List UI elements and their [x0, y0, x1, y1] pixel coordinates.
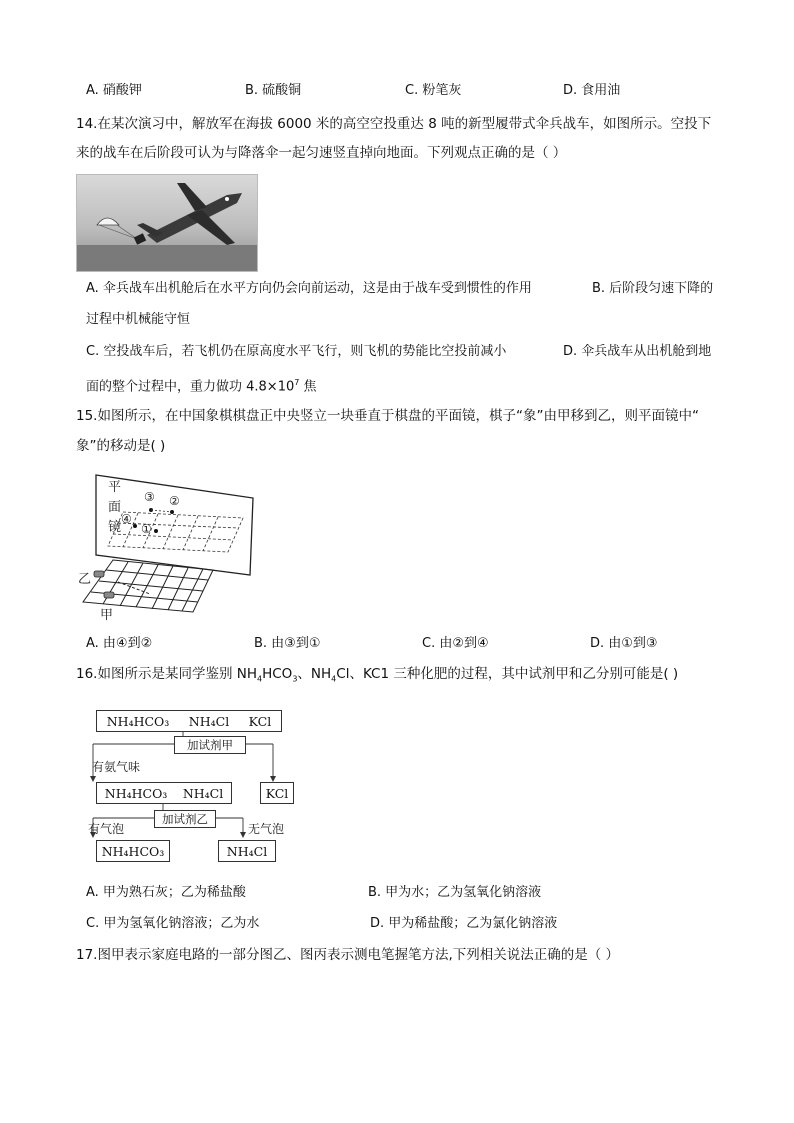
q15-stem-line2: 象”的移动是( ) — [76, 438, 166, 454]
q14-stem-line2: 来的战车在后阶段可认为与降落伞一起匀速竖直掉向地面。下列观点正确的是（ ） — [76, 145, 567, 161]
flow-bottom-right-box: NH₄Cl — [218, 840, 276, 862]
point-4: ④ — [121, 512, 132, 526]
q14-d-unit: 焦 — [299, 379, 317, 395]
q16-option-c: C. 甲为氢氧化钠溶液；乙为水 — [86, 916, 260, 931]
airdrop-photo — [76, 174, 258, 272]
q14-d-text: 面的整个过程中，重力做功 4.8×10 — [86, 379, 295, 395]
q15-option-c: C. 由②到④ — [422, 636, 489, 651]
q16-sub-c: 4 — [331, 674, 337, 684]
q14-stem-line1: 14.在某次演习中，解放军在海拔 6000 米的高空空投重达 8 吨的新型履带式伞兵战车，如图所示。空投下 — [76, 116, 712, 132]
q13-option-c: C. 粉笔灰 — [405, 83, 462, 98]
point-2: ② — [169, 494, 180, 508]
q15-option-a: A. 由④到② — [86, 636, 153, 651]
airplane-parachute-image — [77, 175, 257, 271]
flow-mid-item-1: NH₄HCO₃ — [104, 785, 168, 801]
q16-sub-a: 4 — [257, 674, 263, 684]
q15-stem-line1: 15.如图所示，在中国象棋棋盘正中央竖立一块垂直于棋盘的平面镜，棋子“象”由甲移到乙，则平面镜中“ — [76, 408, 699, 424]
q16-stem — [76, 665, 678, 689]
flow-right2-label: 无气泡 — [248, 822, 285, 836]
q14-option-a: A. 伞兵战车出机舱后在水平方向仍会向前运动，这是由于战车受到惯性的作用 — [86, 281, 532, 296]
piece-label-jia: 甲 — [100, 608, 114, 623]
flow-step2-box: 加试剂乙 — [154, 810, 216, 828]
flow-left2-label: 有气泡 — [88, 822, 125, 836]
q15-option-b: B. 由③到① — [254, 636, 321, 651]
identification-flowchart — [88, 706, 308, 866]
flow-mid-item-2: NH₄Cl — [182, 785, 224, 801]
q17-stem: 17.图甲表示家庭电路的一部分图乙、图丙表示测电笔握笔方法,下列相关说法正确的是（ ） — [76, 947, 620, 963]
q14-option-d-cont — [86, 374, 316, 396]
mirror-chessboard-figure — [78, 470, 258, 623]
q16-option-a: A. 甲为熟石灰；乙为稀盐酸 — [86, 885, 246, 900]
flow-step1-box: 加试剂甲 — [174, 736, 246, 754]
q14-option-c: C. 空投战车后，若飞机仍在原高度水平飞行，则飞机的势能比空投前减小 — [86, 344, 507, 359]
q16-option-b: B. 甲为水；乙为氢氧化钠溶液 — [368, 885, 542, 900]
flow-mid-box — [96, 782, 232, 804]
piece-label-yi: 乙 — [78, 572, 92, 587]
q14-option-b: B. 后阶段匀速下降的 — [592, 281, 714, 296]
q15-option-d: D. 由①到③ — [590, 636, 658, 651]
mirror-label-1: 平 — [108, 480, 122, 495]
flow-bottom-left-box: NH₄HCO₃ — [96, 840, 170, 862]
q16-stem-d: Cl、KC1 三种化肥的过程，其中试剂甲和乙分别可能是( ) — [336, 666, 679, 682]
q13-option-b: B. 硫酸铜 — [245, 83, 302, 98]
flow-left1-label: 有氨气味 — [92, 760, 141, 774]
q14-option-b-cont: 过程中机械能守恒 — [86, 312, 191, 327]
mirror-diagram — [78, 470, 258, 620]
q13-option-d: D. 食用油 — [563, 83, 621, 98]
flow-top-item-2: NH₄Cl — [188, 713, 230, 729]
mirror-label-3: 镜 — [108, 520, 122, 535]
q16-stem-c: 、NH — [297, 666, 332, 682]
q14-d-exponent: 7 — [294, 378, 300, 387]
q14-option-d: D. 伞兵战车从出机舱到地 — [563, 344, 712, 359]
flow-top-box — [96, 710, 282, 732]
flow-top-item-3: KCl — [248, 713, 272, 729]
q16-sub-b: 3 — [292, 674, 298, 684]
q13-option-a: A. 硝酸钾 — [86, 83, 142, 98]
q16-stem-b: HCO — [262, 666, 293, 682]
flow-kcl-box: KCl — [260, 782, 294, 804]
mirror-label-2: 面 — [108, 500, 122, 515]
q16-option-d: D. 甲为稀盐酸；乙为氯化钠溶液 — [370, 916, 558, 931]
point-3: ③ — [144, 490, 155, 504]
flow-top-item-1: NH₄HCO₃ — [106, 713, 170, 729]
q16-stem-a: 16.如图所示是某同学鉴别 NH — [76, 666, 258, 682]
point-1: ① — [141, 522, 152, 536]
